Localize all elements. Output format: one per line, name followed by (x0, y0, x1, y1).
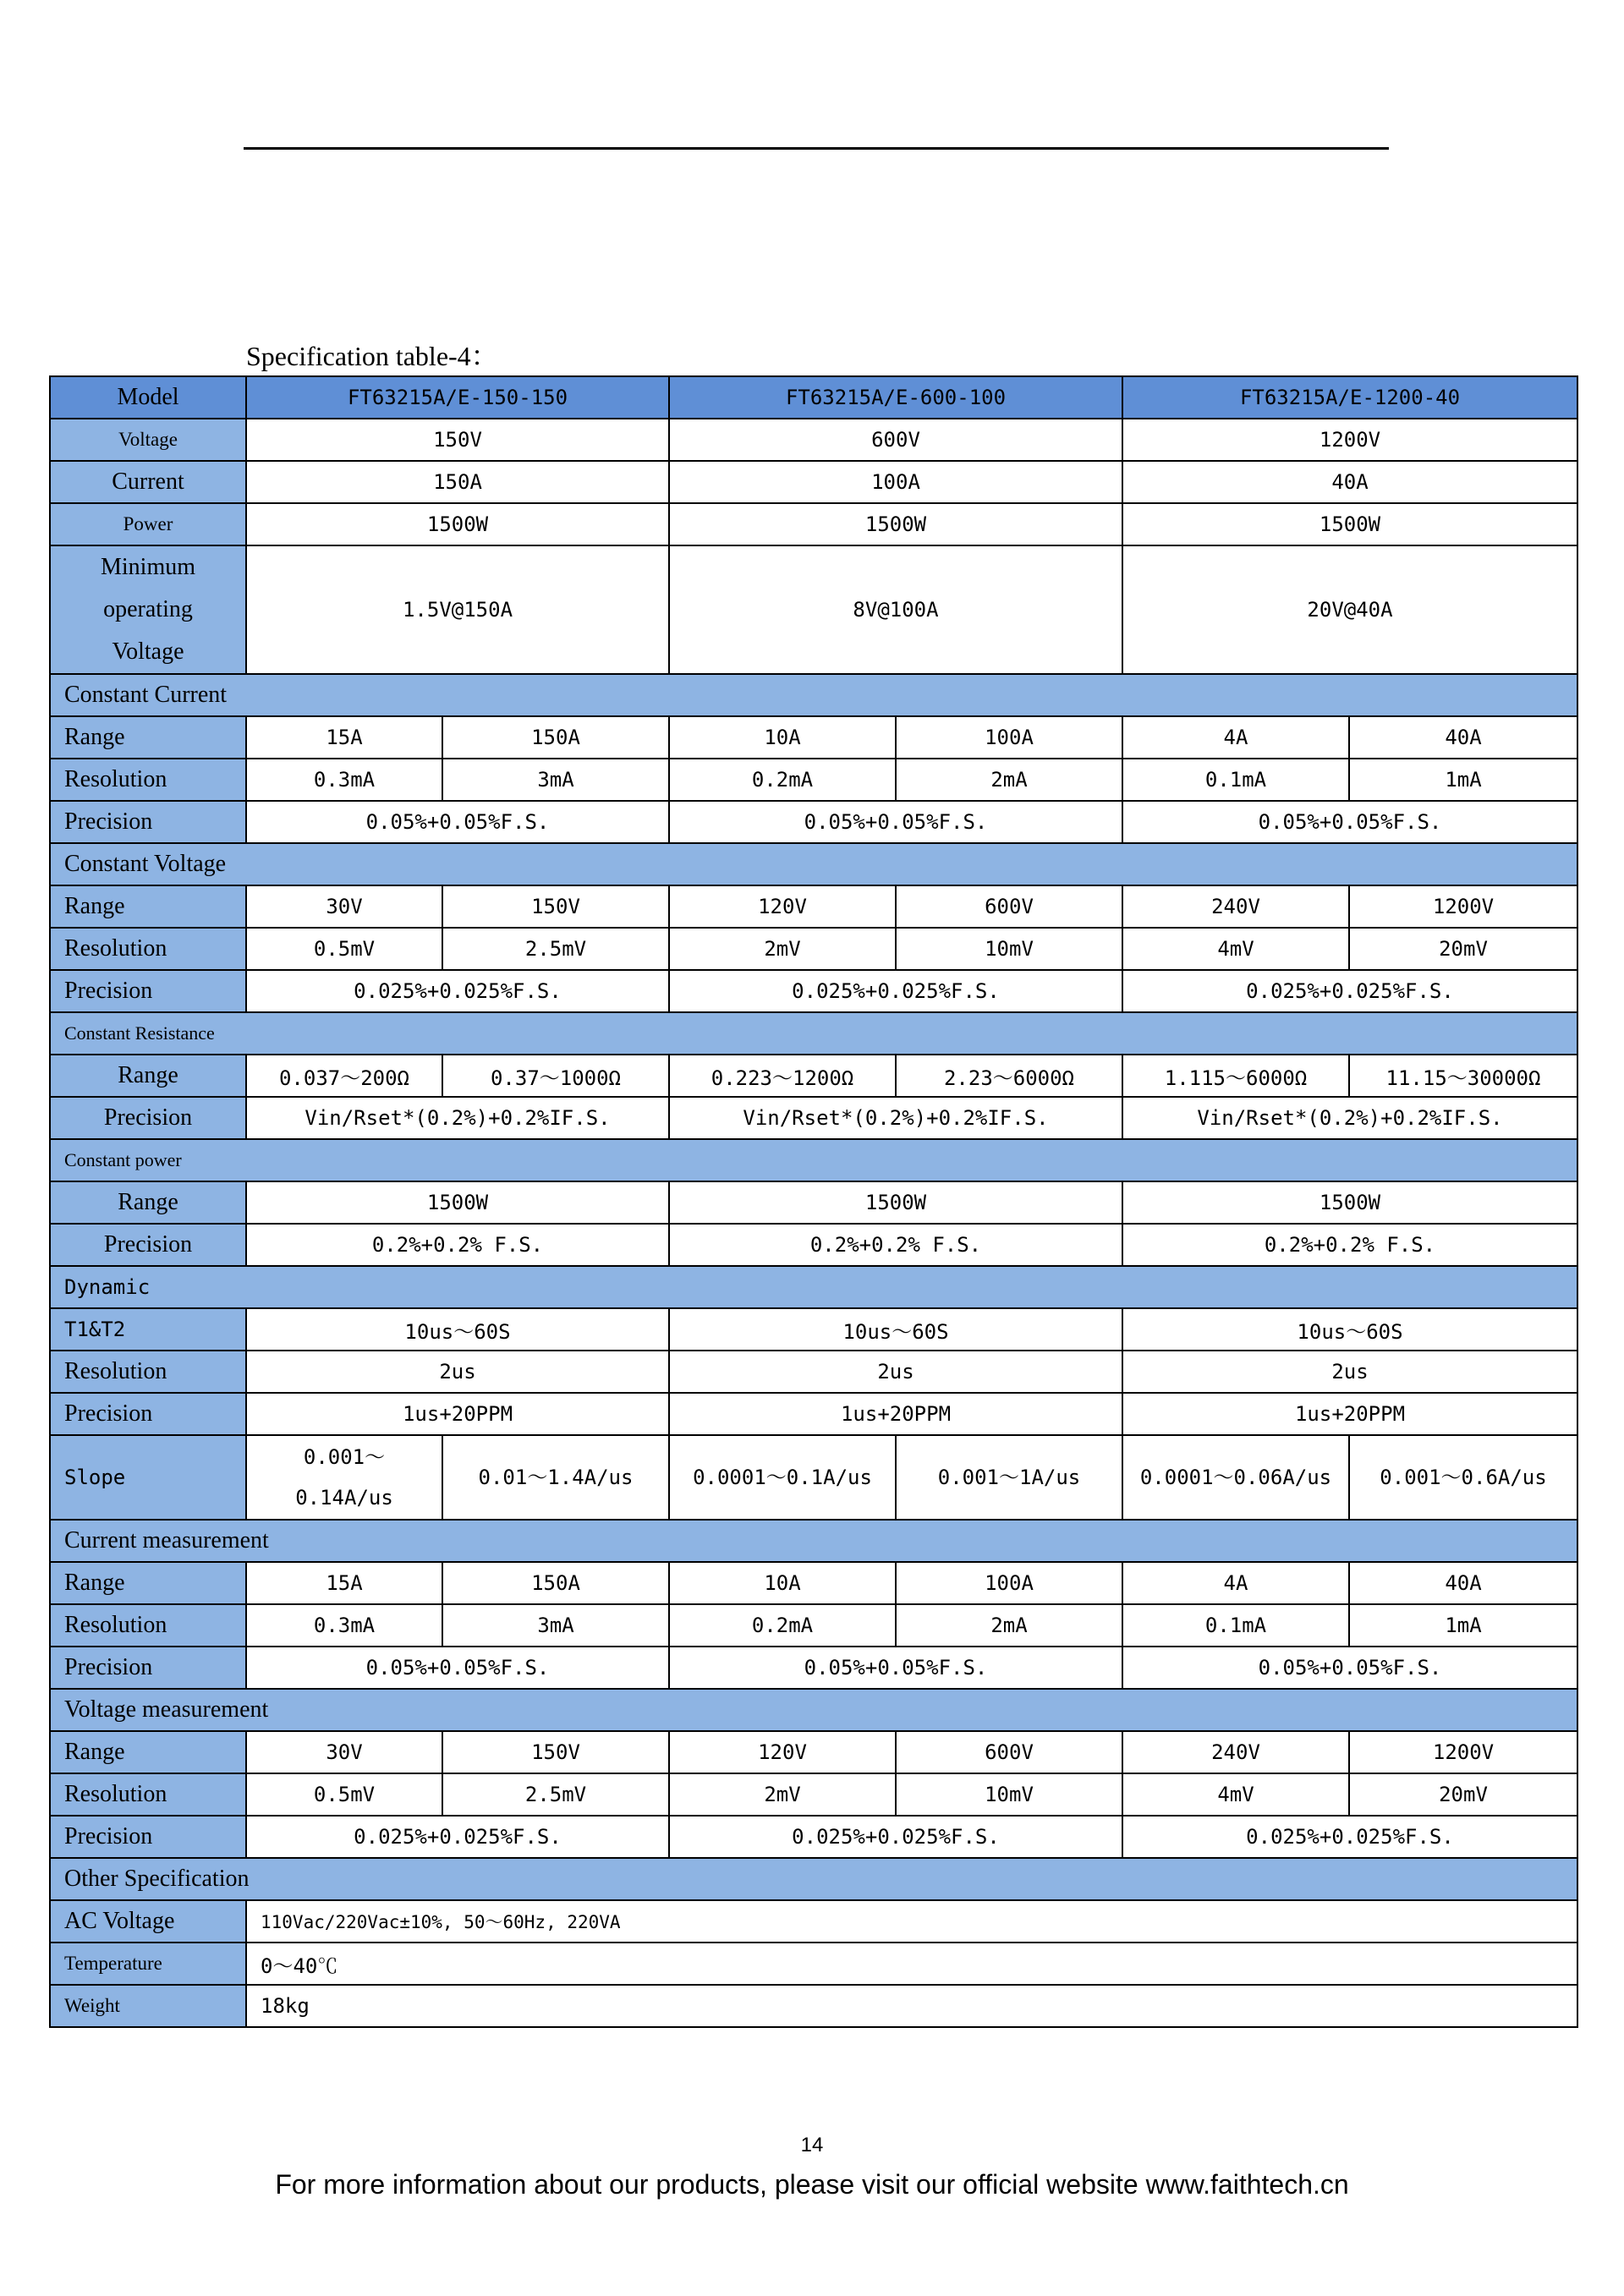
value-cell: 20mV (1349, 928, 1577, 970)
value-cell: 2us (246, 1351, 669, 1393)
value-cell (246, 1435, 442, 1520)
cr-precision-row (50, 1097, 1577, 1139)
value-cell: 120V (669, 885, 896, 928)
dyn-precision-row (50, 1393, 1577, 1435)
page-number: 14 (800, 2134, 824, 2156)
row-label: Resolution (50, 1351, 246, 1393)
value-cell: 1.115～6000Ω (1122, 1055, 1349, 1097)
value-line: 0.001～ (303, 1445, 386, 1469)
value-cell: 240V (1122, 1731, 1349, 1773)
value-cell: 0.0001～0.06A/us (1122, 1435, 1349, 1520)
cv-range-row (50, 885, 1577, 928)
value-cell: 120V (669, 1731, 896, 1773)
value-cell: 4mV (1122, 928, 1349, 970)
value-cell: 0.2mA (669, 759, 896, 801)
value-cell: 0.37～1000Ω (442, 1055, 669, 1097)
section-constant-voltage (50, 843, 1577, 885)
section-other-specification (50, 1858, 1577, 1900)
section-title: Constant power (50, 1139, 1577, 1181)
row-label: Resolution (50, 928, 246, 970)
row-label: Precision (50, 1393, 246, 1435)
value-cell: 15A (246, 1562, 442, 1604)
dyn-slope-row (50, 1435, 1577, 1520)
value-cell: 0.05%+0.05%F.S. (246, 801, 669, 843)
value-cell: 240V (1122, 885, 1349, 928)
row-label: Resolution (50, 759, 246, 801)
header-rule (244, 147, 1389, 150)
value-cell: 0.3mA (246, 759, 442, 801)
value-cell: 0.2%+0.2% F.S. (669, 1224, 1122, 1266)
section-dynamic (50, 1266, 1577, 1308)
model-name: FT63215A/E-1200-40 (1122, 376, 1577, 419)
value-cell: 40A (1122, 461, 1577, 503)
value-cell: 11.15～30000Ω (1349, 1055, 1577, 1097)
value-cell: 0.2%+0.2% F.S. (1122, 1224, 1577, 1266)
row-label: Precision (50, 1097, 246, 1139)
value-cell: 40A (1349, 716, 1577, 759)
weight-row (50, 1985, 1577, 2027)
section-title: Constant Voltage (50, 843, 1577, 885)
value-cell: 1500W (669, 503, 1122, 545)
value-cell: 1mA (1349, 759, 1577, 801)
value-cell: 4A (1122, 716, 1349, 759)
cm-precision-row (50, 1647, 1577, 1689)
cv-precision-row (50, 970, 1577, 1012)
value-cell: 1us+20PPM (246, 1393, 669, 1435)
label-line: Voltage (112, 638, 184, 665)
value-cell: 2.23～6000Ω (896, 1055, 1122, 1097)
cp-range-row (50, 1181, 1577, 1224)
value-cell: 3mA (442, 1604, 669, 1647)
value-cell: 0.001～1A/us (896, 1435, 1122, 1520)
value-cell: 100A (896, 1562, 1122, 1604)
value-cell: 8V@100A (669, 545, 1122, 674)
section-title: Voltage measurement (50, 1689, 1577, 1731)
vm-range-row (50, 1731, 1577, 1773)
value-cell: Vin/Rset*(0.2%)+0.2%IF.S. (669, 1097, 1122, 1139)
row-label: Range (50, 885, 246, 928)
value-cell: 0.05%+0.05%F.S. (669, 1647, 1122, 1689)
value-cell: 1500W (669, 1181, 1122, 1224)
vm-resolution-row (50, 1773, 1577, 1816)
section-title: Other Specification (50, 1858, 1577, 1900)
value-cell: 1200V (1349, 1731, 1577, 1773)
value-cell: 0.025%+0.025%F.S. (1122, 1816, 1577, 1858)
value-cell: 600V (896, 885, 1122, 928)
value-cell: 110Vac/220Vac±10%, 50～60Hz, 220VA (246, 1900, 1577, 1943)
voltage-row (50, 419, 1577, 461)
row-label: AC Voltage (50, 1900, 246, 1943)
value-cell: 600V (669, 419, 1122, 461)
row-label: Voltage (50, 419, 246, 461)
value-cell: 0.5mV (246, 928, 442, 970)
section-voltage-measurement (50, 1689, 1577, 1731)
row-label: Range (50, 1055, 246, 1097)
footer-text: For more information about our products, please visit our official website www.faithtech.cn (275, 2169, 1349, 2200)
min-operating-voltage-row (50, 545, 1577, 674)
cm-range-row (50, 1562, 1577, 1604)
row-label: Power (50, 503, 246, 545)
temperature-row (50, 1943, 1577, 1985)
value-cell: 2us (1122, 1351, 1577, 1393)
value-cell: 1200V (1122, 419, 1577, 461)
value-cell: 0.05%+0.05%F.S. (669, 801, 1122, 843)
value-cell: Vin/Rset*(0.2%)+0.2%IF.S. (1122, 1097, 1577, 1139)
row-label (50, 545, 246, 674)
value-cell: 100A (669, 461, 1122, 503)
value-cell: 30V (246, 1731, 442, 1773)
cr-range-row (50, 1055, 1577, 1097)
row-label: Range (50, 1731, 246, 1773)
value-cell: 0.025%+0.025%F.S. (246, 970, 669, 1012)
row-label: Resolution (50, 1604, 246, 1647)
row-label: Slope (50, 1435, 246, 1520)
value-cell: 0.025%+0.025%F.S. (669, 970, 1122, 1012)
row-label: Range (50, 1562, 246, 1604)
value-cell: 10us～60S (669, 1308, 1122, 1351)
value-cell: 1us+20PPM (1122, 1393, 1577, 1435)
ac-voltage-row (50, 1900, 1577, 1943)
row-label: T1&T2 (50, 1308, 246, 1351)
section-title: Dynamic (50, 1266, 1577, 1308)
value-cell: 20V@40A (1122, 545, 1577, 674)
section-title: Constant Current (50, 674, 1577, 716)
value-cell: 0.1mA (1122, 1604, 1349, 1647)
section-title: Current measurement (50, 1520, 1577, 1562)
specification-table (49, 375, 1578, 2028)
table-caption: Specification table-4： (246, 341, 498, 371)
value-cell: 10us～60S (1122, 1308, 1577, 1351)
value-cell: 2us (669, 1351, 1122, 1393)
value-cell: 40A (1349, 1562, 1577, 1604)
value-cell: 150A (442, 1562, 669, 1604)
row-label: Resolution (50, 1773, 246, 1816)
cp-precision-row (50, 1224, 1577, 1266)
value-cell: 10us～60S (246, 1308, 669, 1351)
row-label: Precision (50, 1224, 246, 1266)
value-cell: 0.025%+0.025%F.S. (1122, 970, 1577, 1012)
value-cell: 2mV (669, 1773, 896, 1816)
value-cell: 0.025%+0.025%F.S. (246, 1816, 669, 1858)
label-line: Minimum (100, 554, 195, 580)
value-cell: 0.0001～0.1A/us (669, 1435, 896, 1520)
model-name: FT63215A/E-600-100 (669, 376, 1122, 419)
value-cell: 1500W (1122, 503, 1577, 545)
value-cell: 18kg (246, 1985, 1577, 2027)
current-row (50, 461, 1577, 503)
value-cell: 0.001～0.6A/us (1349, 1435, 1577, 1520)
value-cell: 4A (1122, 1562, 1349, 1604)
value-cell: 10A (669, 716, 896, 759)
value-cell: 15A (246, 716, 442, 759)
row-label: Precision (50, 801, 246, 843)
value-cell: 10mV (896, 928, 1122, 970)
value-cell: 0.3mA (246, 1604, 442, 1647)
section-current-measurement (50, 1520, 1577, 1562)
value-cell: 0.2mA (669, 1604, 896, 1647)
value-cell: 150A (442, 716, 669, 759)
section-constant-resistance (50, 1012, 1577, 1055)
model-name: FT63215A/E-150-150 (246, 376, 669, 419)
value-cell: 0.2%+0.2% F.S. (246, 1224, 669, 1266)
row-label: Temperature (50, 1943, 246, 1985)
value-cell: 10mV (896, 1773, 1122, 1816)
dyn-t-row (50, 1308, 1577, 1351)
value-cell: 0.05%+0.05%F.S. (1122, 801, 1577, 843)
value-cell: 600V (896, 1731, 1122, 1773)
label-line: operating (103, 596, 193, 622)
value-cell: 0～40℃ (246, 1943, 1577, 1985)
cv-resolution-row (50, 928, 1577, 970)
value-cell: 150A (246, 461, 669, 503)
value-cell: 0.037～200Ω (246, 1055, 442, 1097)
value-cell: 2mA (896, 759, 1122, 801)
model-row (50, 376, 1577, 419)
value-cell: 0.05%+0.05%F.S. (1122, 1647, 1577, 1689)
value-cell: 1500W (246, 503, 669, 545)
value-cell: 10A (669, 1562, 896, 1604)
section-title: Constant Resistance (50, 1012, 1577, 1055)
value-cell: 1us+20PPM (669, 1393, 1122, 1435)
cc-precision-row (50, 801, 1577, 843)
power-row (50, 503, 1577, 545)
value-cell: 1500W (1122, 1181, 1577, 1224)
cm-resolution-row (50, 1604, 1577, 1647)
value-cell: 0.025%+0.025%F.S. (669, 1816, 1122, 1858)
value-cell: 0.5mV (246, 1773, 442, 1816)
section-constant-power (50, 1139, 1577, 1181)
value-cell: 0.05%+0.05%F.S. (246, 1647, 669, 1689)
value-cell: 100A (896, 716, 1122, 759)
value-cell: 2.5mV (442, 928, 669, 970)
dyn-resolution-row (50, 1351, 1577, 1393)
cc-range-row (50, 716, 1577, 759)
value-cell: 30V (246, 885, 442, 928)
value-cell: 20mV (1349, 1773, 1577, 1816)
value-cell: 150V (442, 885, 669, 928)
value-cell: 1mA (1349, 1604, 1577, 1647)
value-cell: 0.01～1.4A/us (442, 1435, 669, 1520)
section-constant-current (50, 674, 1577, 716)
row-label: Precision (50, 970, 246, 1012)
value-cell: 1200V (1349, 885, 1577, 928)
value-cell: 1500W (246, 1181, 669, 1224)
value-cell: 4mV (1122, 1773, 1349, 1816)
value-cell: 3mA (442, 759, 669, 801)
value-cell: 2mV (669, 928, 896, 970)
model-label: Model (50, 376, 246, 419)
row-label: Precision (50, 1816, 246, 1858)
value-cell: 2mA (896, 1604, 1122, 1647)
value-cell: 1.5V@150A (246, 545, 669, 674)
vm-precision-row (50, 1816, 1577, 1858)
row-label: Range (50, 716, 246, 759)
value-cell: 150V (246, 419, 669, 461)
row-label: Weight (50, 1985, 246, 2027)
row-label: Precision (50, 1647, 246, 1689)
value-cell: Vin/Rset*(0.2%)+0.2%IF.S. (246, 1097, 669, 1139)
value-cell: 2.5mV (442, 1773, 669, 1816)
cc-resolution-row (50, 759, 1577, 801)
value-line: 0.14A/us (295, 1486, 393, 1510)
value-cell: 0.223～1200Ω (669, 1055, 896, 1097)
value-cell: 150V (442, 1731, 669, 1773)
row-label: Range (50, 1181, 246, 1224)
value-cell: 0.1mA (1122, 759, 1349, 801)
row-label: Current (50, 461, 246, 503)
